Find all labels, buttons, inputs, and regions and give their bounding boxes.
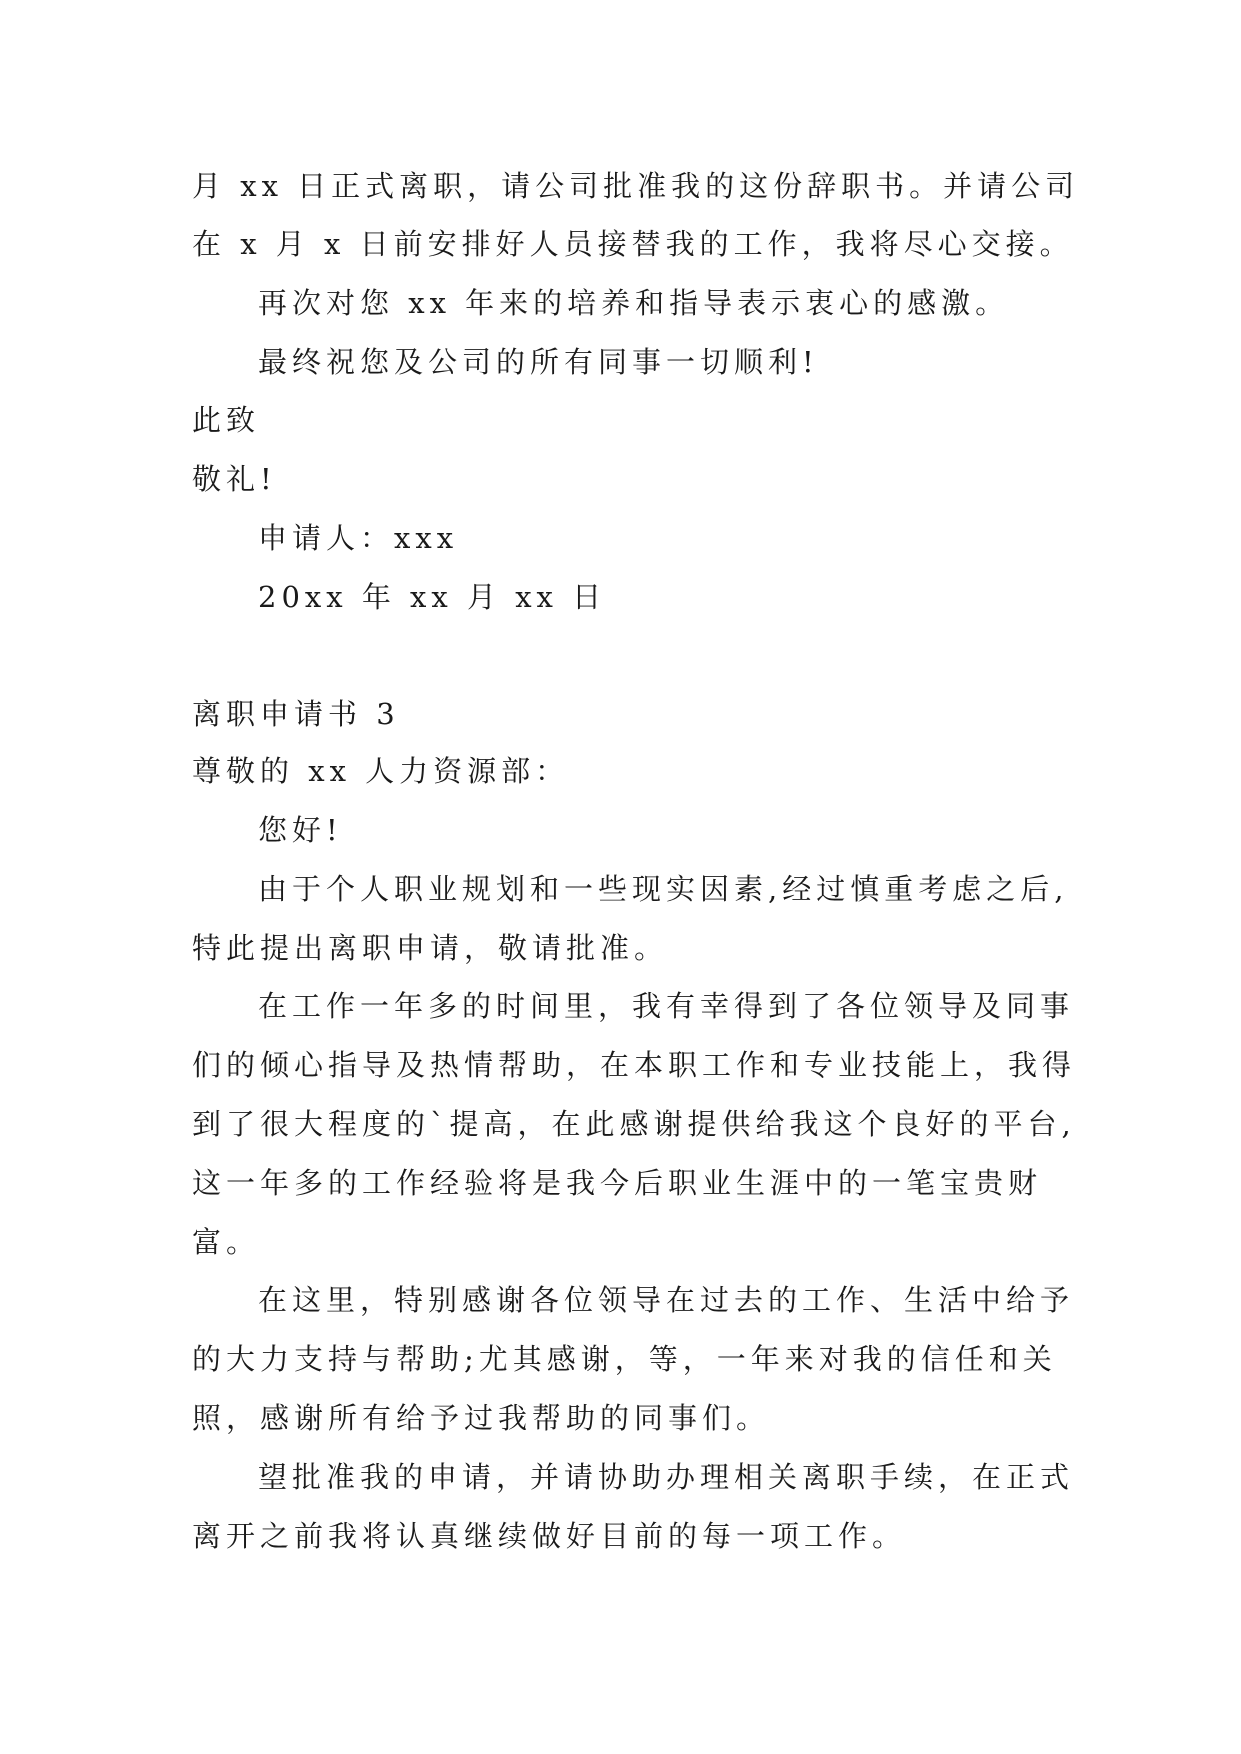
body-text-line: 的大力支持与帮助;尤其感谢，等，一年来对我的信任和关: [192, 1342, 1057, 1376]
body-text-line: 照，感谢所有给予过我帮助的同事们。: [192, 1401, 771, 1435]
body-text-line: 最终祝您及公司的所有同事一切顺利!: [258, 345, 819, 379]
closing-line: 此致: [192, 403, 261, 437]
body-text-line: 富。: [192, 1225, 261, 1259]
applicant-line: 申请人：xxx: [258, 521, 459, 555]
closing-line: 敬礼!: [192, 462, 277, 496]
greeting: 您好!: [258, 813, 343, 847]
body-text-line: 特此提出离职申请，敬请批准。: [192, 931, 669, 965]
date-line: 20xx 年 xx 月 xx 日: [258, 580, 607, 614]
body-text-line: 月 xx 日正式离职，请公司批准我的这份辞职书。并请公司: [192, 169, 1080, 203]
body-text-line: 在 x 月 x 日前安排好人员接替我的工作，我将尽心交接。: [192, 227, 1074, 261]
body-text-line: 再次对您 xx 年来的培养和指导表示衷心的感激。: [258, 286, 1010, 320]
letter-title: 离职申请书 3: [192, 697, 400, 731]
body-text-line: 在这里，特别感谢各位领导在过去的工作、生活中给予: [258, 1283, 1075, 1317]
salutation: 尊敬的 xx 人力资源部：: [192, 754, 570, 788]
body-text-line: 们的倾心指导及热情帮助，在本职工作和专业技能上，我得: [192, 1048, 1077, 1082]
body-text-line: 望批准我的申请，并请协助办理相关离职手续，在正式: [258, 1460, 1075, 1494]
body-text-line: 到了很大程度的`提高，在此感谢提供给我这个良好的平台,: [192, 1107, 1076, 1141]
body-text-line: 由于个人职业规划和一些现实因素,经过慎重考虑之后,: [258, 872, 1069, 906]
body-text-line: 离开之前我将认真继续做好目前的每一项工作。: [192, 1519, 907, 1553]
body-text-line: 在工作一年多的时间里，我有幸得到了各位领导及同事: [258, 989, 1075, 1023]
body-text-line: 这一年多的工作经验将是我今后职业生涯中的一笔宝贵财: [192, 1166, 1043, 1200]
